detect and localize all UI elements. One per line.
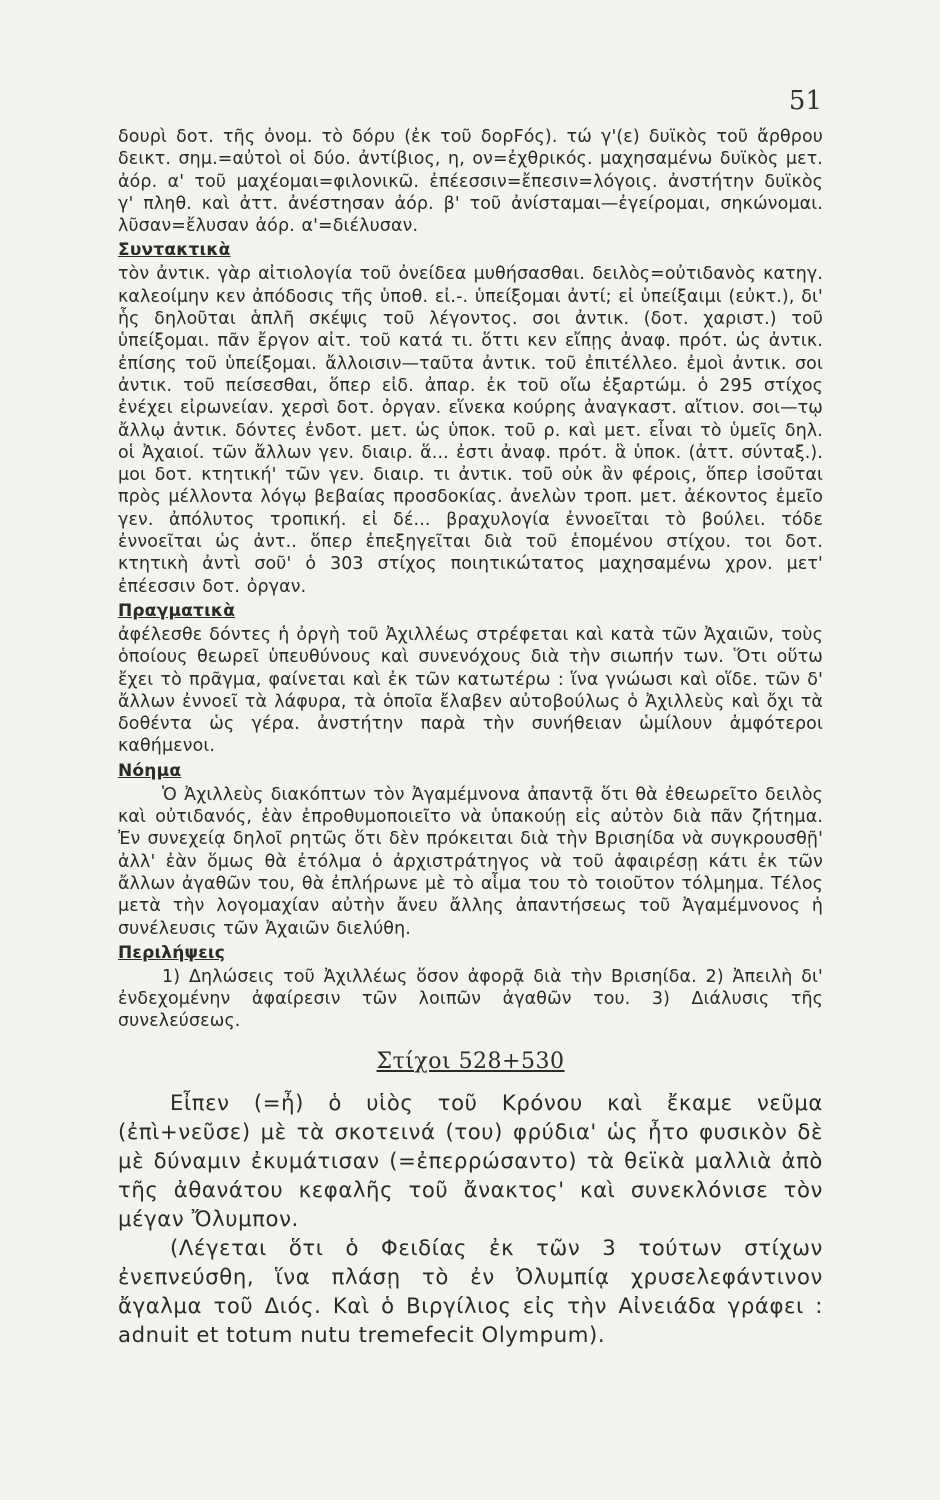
syntax-notes-paragraph: τὸν ἀντικ. γὰρ αἰτιολογία τοῦ ὀνείδεα μυθήσασθαι. δειλὸς=οὐτιδανὸς κατηγ. καλεοίμην κεν ἀπόδοσις τῆς ὑποθ. εἰ.-. ὑπείξομαι ἀντί; εἰ ὑπείξαιμι (εὐκτ.), δι' ἧς δηλοῦται ἁπλῆ σκέψις τοῦ λέγοντος. σοι ἀντικ. (δοτ. χαριστ.) τοῦ ὑπείξομαι. πᾶν ἔργον αἰτ. τοῦ κατά τι. ὅττι κεν εἴπῃς ἀναφ. πρότ. ὡς ἀντικ. ἐπίσης τοῦ ὑπείξομαι. ἄλλοισιν—ταῦτα ἀντικ. τοῦ ἐπιτέλλεο. ἐμοὶ ἀντικ. σοι ἀντικ. τοῦ πείσεσθαι, ὅπερ εἰδ. ἀπαρ. ἐκ τοῦ οἴω ἐξαρτώμ. ὁ 295 στίχος ἐνέχει εἰρωνείαν. χερσὶ δοτ. ὀργαν. εἵνεκα κούρης ἀναγκαστ. αἴτιον. σοι—τῳ ἄλλῳ ἀντικ. δόντες ἐνδοτ. μετ. ὡς ὑποκ. τοῦ ρ. καὶ μετ. εἶναι τὸ ὑμεῖς δηλ. οἱ Ἀχαιοί. τῶν ἄλλων γεν. διαιρ. ἅ... ἐστι ἀναφ. πρότ. ἃ ὑποκ. (ἀττ. σύνταξ.). μοι δοτ. κτητική' τῶν γεν. διαιρ. τι ἀντικ. τοῦ οὐκ ἂν φέροις, ὅπερ ἰσοῦται πρὸς μέλλοντα λόγῳ βεβαίας προσδοκίας. ἀνελὼν τροπ. μετ. ἀέκοντος ἐμεῖο γεν. ἀπόλυτος τροπική. εἰ δέ... βραχυλογία ἐννοεῖται τὸ βούλει. τόδε ἐννοεῖται ὡς ἀντ.. ὅπερ ἐπεξηγεῖται διὰ τοῦ ἑπομένου στίχου. τοι δοτ. κτητικὴ ἀντὶ σοῦ' ὁ 303 στίχος ποιητικώτατος μαχησαμένω χρον. μετ' ἐπέεσσιν δοτ. ὀργαν. (118, 264, 823, 597)
summaries-paragraph: 1) Δηλώσεις τοῦ Ἀχιλλέως ὅσον ἀφορᾷ διὰ τὴν Βρισηίδα. 2) Ἀπειλὴ δι' ἐνδεχομένην ἀφαίρεσιν τῶν λοιπῶν ἀγαθῶν του. 3) Διάλυσις τῆς συνελεύσεως. (118, 966, 823, 1032)
section-heading-perilipseis: Περιλήψεις (118, 942, 226, 963)
section-heading-pragmatika: Πραγματικὰ (118, 600, 236, 621)
facts-paragraph: ἀφέλεσθε δόντες ἡ ὀργὴ τοῦ Ἀχιλλέως στρέφεται καὶ κατὰ τῶν Ἀχαιῶν, τοὺς ὁποίους θεωρεῖ ὑπευθύνους καὶ συνενόχους διὰ τὴν σιωπήν των. Ὅτι οὕτω ἔχει τὸ πρᾶγμα, φαίνεται καὶ ἐκ τῶν κατωτέρω : ἵνα γνώωσι καὶ οἵδε. τῶν δ' ἄλλων ἐννοεῖ τὰ λάφυρα, τὰ ὁποῖα ἔλαβεν αὐτοβούλως ὁ Ἀχιλλεὺς καὶ ὄχι τὰ δοθέντα ὡς γέρα. ἀνστήτην παρὰ τὴν συνήθειαν ὡμίλουν ἀμφότεροι καθήμενοι. (118, 624, 823, 757)
page-number: 51 (788, 86, 822, 116)
vocabulary-notes-paragraph: δουρὶ δοτ. τῆς ὀνομ. τὸ δόρυ (ἐκ τοῦ δορFός). τώ γ'(ε) δυϊκὸς τοῦ ἄρθρου δεικτ. σημ.=αὐτοὶ οἱ δύο. ἀντίβιος, η, ον=ἐχθρικός. μαχησαμένω δυϊκὸς μετ. ἀόρ. α' τοῦ μαχέομαι=φιλονικῶ. ἐπέεσσιν=ἔπεσιν=λόγοις. ἀνστήτην δυϊκὸς γ' πληθ. καὶ ἀττ. ἀνέστησαν ἀόρ. β' τοῦ ἀνίσταμαι—ἐγείρομαι, σηκώνομαι. λῦσαν=ἔλυσαν ἀόρ. α'=διέλυσαν. (118, 127, 823, 237)
commentary-paragraph: (Λέγεται ὅτι ὁ Φειδίας ἐκ τῶν 3 τούτων στίχων ἐνεπνεύσθη, ἵνα πλάσῃ τὸ ἐν Ὀλυμπίᾳ χρυσελεφάντινον ἄγαλμα τοῦ Διός. Καὶ ὁ Βιργίλιος εἰς τὴν Αἰνειάδα γράφει : adnuit et totum nutu tremefecit Olympum). (118, 1234, 823, 1347)
translation-paragraph: Εἶπεν (=ἦ) ὁ υἱὸς τοῦ Κρόνου καὶ ἔκαμε νεῦμα (ἐπὶ+νεῦσε) μὲ τὰ σκοτεινά (του) φρύδια' ὡς ἦτο φυσικὸν δὲ μὲ δύναμιν ἐκυμάτισαν (=ἐπερρώσαντο) τὰ θεϊκὰ μαλλιὰ ἀπὸ τῆς ἀθανάτου κεφαλῆς τοῦ ἄνακτος' καὶ συνεκλόνισε τὸν μέγαν Ὄλυμπον. (118, 1089, 823, 1231)
section-heading-syntaktika: Συντακτικὰ (118, 240, 231, 261)
meaning-paragraph: Ὁ Ἀχιλλεὺς διακόπτων τὸν Ἀγαμέμνονα ἀπαντᾷ ὅτι θὰ ἐθεωρεῖτο δειλὸς καὶ οὐτιδανός, ἐὰν ἐπροθυμοποιεῖτο νὰ ὑπακούῃ εἰς αὐτὸν διὰ πᾶν ζήτημα. Ἐν συνεχείᾳ δηλοῖ ρητῶς ὅτι δὲν πρόκειται διὰ τὴν Βρισηίδα νὰ συγκρουσθῇ' ἀλλ' ἐὰν ὅμως θὰ ἐτόλμα ὁ ἀρχιστράτηγος νὰ τοῦ ἀφαιρέσῃ κάτι ἐκ τῶν ἄλλων ἀγαθῶν του, θὰ ἐπλήρωνε μὲ τὸ αἷμα του τὸ τοιοῦτον τόλμημα. Τέλος μετὰ τὴν λογομαχίαν αὐτὴν ἄνευ ἄλλης ἀπαντήσεως τοῦ Ἀγαμέμνονος ἡ συνέλευσις τῶν Ἀχαιῶν διελύθη. (118, 784, 823, 939)
page-body (118, 126, 823, 1349)
verse-title: Στίχοι 528+530 (376, 1048, 565, 1074)
section-heading-noima: Νόημα (118, 760, 182, 781)
